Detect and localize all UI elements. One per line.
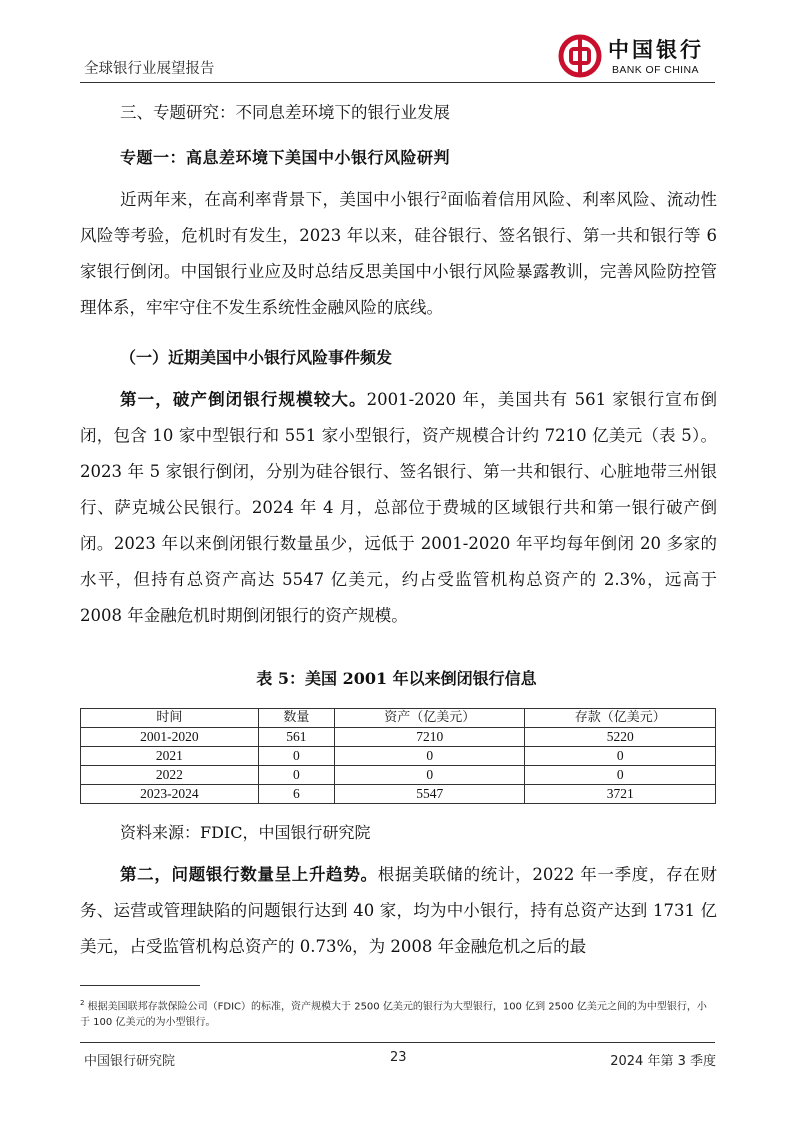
footer-institute: 中国银行研究院 bbox=[84, 1054, 176, 1069]
bank-logo bbox=[556, 32, 716, 80]
header-divider bbox=[80, 82, 715, 83]
table-title: 表 5：美国 2001 年以来倒闭银行信息 bbox=[256, 669, 537, 688]
table-cell: 561 bbox=[258, 728, 334, 747]
column-header: 资产（亿美元） bbox=[334, 709, 525, 728]
table-cell: 7210 bbox=[334, 728, 525, 747]
bank-failures-table bbox=[80, 708, 716, 804]
boc-emblem-icon bbox=[558, 34, 602, 78]
paragraph-bank-failures bbox=[80, 382, 717, 634]
logo-english-text: BANK OF CHINA bbox=[612, 64, 699, 76]
column-header: 时间 bbox=[81, 709, 259, 728]
table-cell: 2022 bbox=[81, 766, 259, 785]
intro-text-1: 近两年来，在高利率背景下，美国中小银行 bbox=[120, 190, 441, 209]
table-row bbox=[81, 785, 716, 804]
table-cell: 0 bbox=[334, 747, 525, 766]
footnote-divider bbox=[80, 985, 200, 986]
page-number: 23 bbox=[390, 1050, 407, 1065]
report-title: 全球银行业展望报告 bbox=[84, 61, 215, 77]
column-header: 数量 bbox=[258, 709, 334, 728]
topic-heading: 专题一：高息差环境下美国中小银行风险研判 bbox=[120, 148, 451, 167]
footer-divider bbox=[80, 1042, 715, 1043]
table-cell: 0 bbox=[525, 747, 716, 766]
subsection-heading: （一）近期美国中小银行风险事件频发 bbox=[120, 348, 393, 367]
table-cell: 0 bbox=[258, 747, 334, 766]
column-header: 存款（亿美元） bbox=[525, 709, 716, 728]
table-row bbox=[81, 728, 716, 747]
table-cell: 0 bbox=[525, 766, 716, 785]
footnote-reference[interactable]: 2 bbox=[440, 190, 447, 202]
paragraph-body: 2001-2020 年，美国共有 561 家银行宣布倒闭，包含 10 家中型银行和 551 家小型银行，资产规模合计约 7210 亿美元（表 5）。2023 年 5 家银行倒闭，分别为硅谷银行、签名银行、第一共和银行、心脏地带三州银行、萨克城公民银行。2024 年 4 月，总部位于费城的区域银行共和第一银行破产倒闭。2023 年以来倒闭银行数量虽少，远低于 2001-2020 年平均每年倒闭 20 多家的水平，但持有总资产高达 5547 亿美元，约占受监管机构总资产的 2.3%，远高于 2008 年金融危机时期倒闭银行的资产规模。 bbox=[80, 390, 717, 625]
table-cell: 6 bbox=[258, 785, 334, 804]
paragraph-body: 根据美联储的统计，2022 年一季度，存在财务、运营或管理缺陷的问题银行达到 40 家，均为中小银行，持有总资产达到 1731 亿美元，占受监管机构总资产的 0.73%，为 2008 年金融危机之后的最 bbox=[80, 865, 717, 956]
logo-chinese-text: 中国银行 bbox=[608, 37, 704, 62]
table-source: 资料来源：FDIC，中国银行研究院 bbox=[120, 823, 371, 842]
footnote bbox=[80, 995, 716, 1031]
table-row bbox=[81, 747, 716, 766]
paragraph-lead: 第一，破产倒闭银行规模较大。 bbox=[120, 390, 367, 409]
table-cell: 3721 bbox=[525, 785, 716, 804]
paragraph-problem-banks bbox=[80, 857, 717, 965]
table-cell: 2001-2020 bbox=[81, 728, 259, 747]
section-heading: 三、专题研究：不同息差环境下的银行业发展 bbox=[120, 103, 450, 122]
footer-period: 2024 年第 3 季度 bbox=[610, 1054, 716, 1069]
table-cell: 2023-2024 bbox=[81, 785, 259, 804]
table-cell: 0 bbox=[258, 766, 334, 785]
paragraph-lead: 第二，问题银行数量呈上升趋势。 bbox=[120, 865, 378, 884]
table-cell: 0 bbox=[334, 766, 525, 785]
table-cell: 5547 bbox=[334, 785, 525, 804]
table-cell: 5220 bbox=[525, 728, 716, 747]
intro-paragraph bbox=[80, 182, 717, 326]
footnote-mark: 2 bbox=[80, 999, 85, 1007]
table-row bbox=[81, 766, 716, 785]
intro-text-2: 面临着信用风险、利率风险、流动性风险等考验，危机时有发生，2023 年以来，硅谷银行、签名银行、第一共和银行等 6 家银行倒闭。中国银行业应及时总结反思美国中小银行风险暴露教训，完善风险防控管理体系，牢牢守住不发生系统性金融风险的底线。 bbox=[80, 190, 717, 317]
table-cell: 2021 bbox=[81, 747, 259, 766]
table-header-row bbox=[81, 709, 716, 728]
footnote-text: 根据美国联邦存款保险公司（FDIC）的标准，资产规模大于 2500 亿美元的银行为大型银行，100 亿到 2500 亿美元之间的为中型银行，小于 100 亿美元的为小型银行。 bbox=[80, 1001, 707, 1029]
